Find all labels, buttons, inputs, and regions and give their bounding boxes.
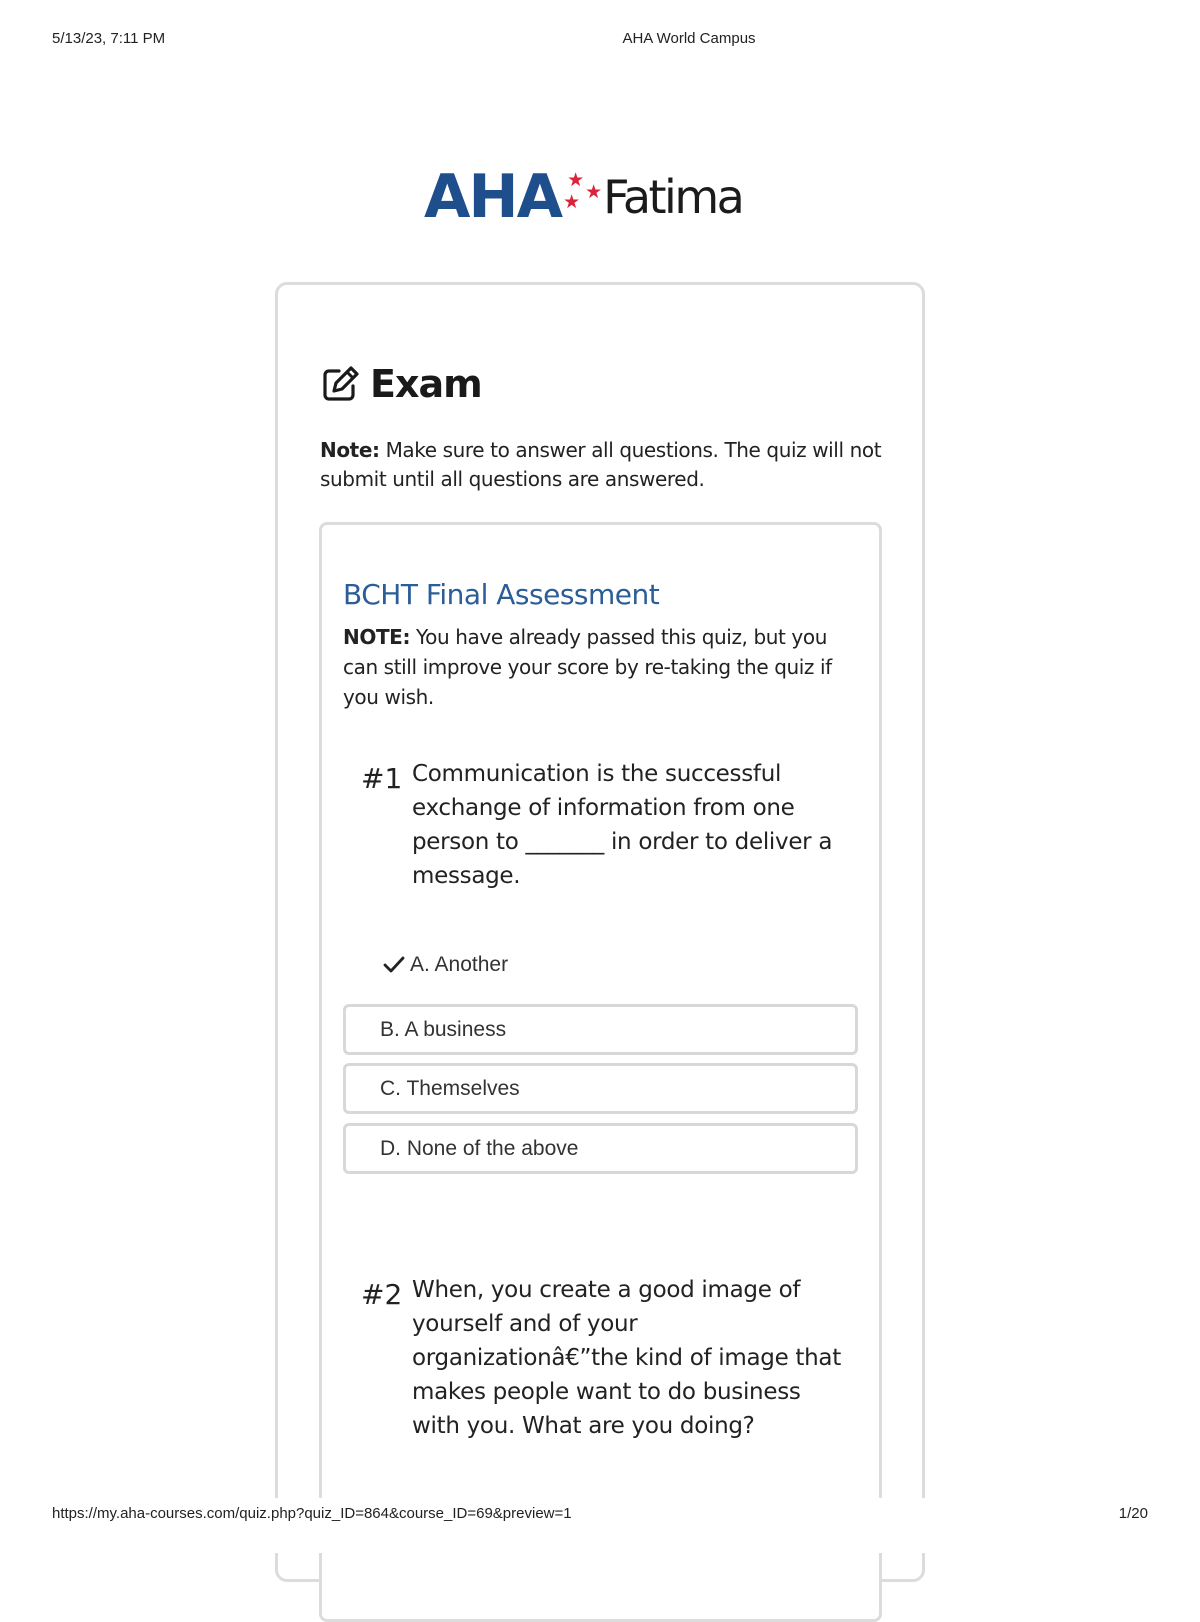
answer-option-label: B. A business — [380, 1017, 507, 1041]
question-number: #1 — [361, 762, 403, 795]
quiz-note-text: You have already passed this quiz, but you can still improve your score by re-taking the quiz if you wish. — [343, 625, 832, 709]
aha-logo[interactable] — [424, 162, 742, 232]
answer-option[interactable] — [343, 1004, 858, 1055]
answer-option[interactable] — [343, 1063, 858, 1114]
exam-note-label: Note: — [320, 438, 380, 462]
print-url: https://my.aha-courses.com/quiz.php?quiz_ID=864&course_ID=69&preview=1 — [52, 1505, 572, 1522]
print-page-title: AHA World Campus — [622, 30, 756, 47]
quiz-note-label: NOTE: — [343, 625, 411, 649]
question-text: Communication is the successful exchange of information from one person to _______ in order to deliver a message. — [412, 761, 833, 889]
checkmark-icon — [382, 953, 406, 977]
question-text: When, you create a good image of yourself and of your organizationâ€”the kind of image that makes people want to do business with you. What are you doing? — [412, 1277, 841, 1439]
print-date: 5/13/23, 7:11 PM — [52, 30, 166, 47]
quiz-title: BCHT Final Assessment — [343, 578, 660, 611]
selected-answer-label: A. Another — [410, 953, 509, 976]
exam-note — [320, 436, 890, 494]
edit-icon — [320, 364, 360, 404]
exam-heading — [320, 362, 482, 406]
print-page-number: 1/20 — [1118, 1505, 1148, 1522]
selected-answer[interactable] — [382, 953, 508, 977]
answer-option-label: D. None of the above — [380, 1136, 579, 1160]
logo-name: Fatima — [603, 170, 743, 224]
question-number: #2 — [361, 1278, 403, 1311]
answer-option[interactable] — [343, 1123, 858, 1174]
logo-brand: AHA — [424, 162, 562, 232]
answer-option-label: C. Themselves — [380, 1076, 520, 1100]
exam-title: Exam — [370, 362, 482, 406]
quiz-note — [343, 622, 863, 712]
logo-stars-icon: ★ ★ ★ — [563, 169, 603, 213]
exam-note-text: Make sure to answer all questions. The quiz will not submit until all questions are answered. — [320, 438, 882, 491]
